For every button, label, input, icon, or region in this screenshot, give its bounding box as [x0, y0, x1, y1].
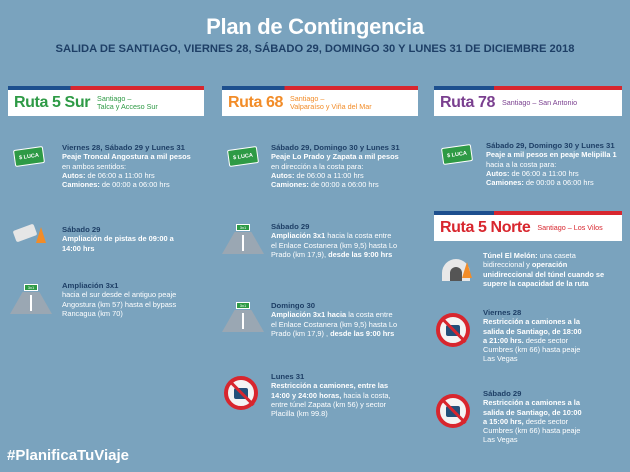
section-heading: Ampliación 3x1: [62, 281, 119, 290]
section-text: Ampliación de pistas de 09:00 a: [62, 234, 174, 244]
section-text: salida de Santiago, de 10:00: [483, 407, 582, 417]
no-trucks-icon: [436, 313, 470, 347]
page-title: Plan de Contingencia: [206, 14, 424, 39]
section-heading: Sábado 29: [62, 225, 101, 234]
section-text: Ampliación 3x1 hacia la costa entre: [271, 310, 393, 320]
c3-fri-section: [483, 308, 582, 364]
section-text: Las Vegas: [483, 435, 518, 445]
c2-toll-section: [271, 143, 400, 189]
section-text: Ampliación 3x1 hacia la costa entre: [271, 231, 392, 241]
section-text: Las Vegas: [483, 354, 518, 364]
section-text: Prado (km 17,9) , desde las 9:00 hrs: [271, 328, 395, 338]
section-text: Camiones: de 00:00 a 06:00 hrs: [271, 180, 379, 190]
section-text: Restricción a camiones a la: [483, 317, 580, 327]
road-icon: [222, 232, 264, 254]
c1-3x1-section: [62, 281, 176, 318]
no-trucks-icon: [224, 376, 258, 410]
section-text: el Enlace Costanera (km 9,5) hasta Lo: [271, 319, 398, 329]
no-trucks-icon: [436, 394, 470, 428]
section-text: Peaje Troncal Angostura a mil pesos: [62, 152, 191, 162]
road-sign-icon: 3x1: [24, 284, 38, 291]
section-text: 14:00 hrs: [62, 243, 95, 253]
section-text: el Enlace Costanera (km 9,5) hasta Lo: [271, 240, 398, 250]
section-text: Túnel El Melón: una caseta: [483, 251, 576, 260]
route-sub-line2: Valparaíso y Viña del Mar: [290, 102, 372, 111]
section-text: Cumbres (km 66) hasta peaje: [483, 426, 581, 436]
section-text: Placilla (km 99.8): [271, 409, 328, 419]
route-sub-line2: Talca y Acceso Sur: [97, 102, 158, 111]
c2-sat-section: [271, 222, 397, 259]
money-icon: $ LUCA: [441, 144, 473, 165]
section-text: unidireccional del túnel cuando se: [483, 269, 605, 279]
section-text: Autos: de 06:00 a 11:00 hrs: [62, 170, 155, 180]
section-text: Autos: de 06:00 a 11:00 hrs: [486, 168, 579, 178]
route-card-78: [434, 86, 622, 116]
megaphone-icon: [13, 224, 38, 243]
cone-icon: [462, 262, 472, 278]
road-sign-icon: 3x1: [236, 224, 250, 231]
money-icon: $ LUCA: [13, 146, 45, 167]
section-text: en dirección a la costa para:: [271, 161, 364, 171]
route-subtitle: [97, 95, 158, 112]
section-text: Cumbres (km 66) hasta peaje: [483, 345, 581, 355]
route-name: Ruta 5 Norte: [440, 219, 531, 236]
c3-toll-section: [486, 141, 617, 187]
money-icon: $ LUCA: [227, 146, 259, 167]
section-text: Peaje a mil pesos en peaje Melipilla 1: [486, 150, 617, 160]
section-text: en ambos sentidos:: [62, 161, 127, 171]
section-heading: Domingo 30: [271, 301, 315, 310]
section-text: a 21:00 hrs. desde sector: [483, 335, 569, 345]
section-text: hacia a la costa para:: [486, 159, 557, 169]
c1-lanes-section: [62, 225, 174, 253]
section-text: Camiones: de 00:00 a 06:00 hrs: [486, 178, 594, 188]
section-text: entre túnel Zapata (km 56) y sector: [271, 399, 387, 409]
c2-sun-section: [271, 301, 397, 338]
section-text: a 15:00 hrs, desde sector: [483, 416, 569, 426]
section-text: supere la capacidad de la ruta: [483, 278, 589, 288]
section-text: 14:00 y 24:00 horas, hacia la costa,: [271, 390, 391, 400]
c1-toll-section: [62, 143, 191, 189]
section-heading: Sábado 29, Domingo 30 y Lunes 31: [271, 143, 400, 152]
route-card-5-norte: [434, 211, 622, 241]
section-text: Peaje Lo Prado y Zapata a mil pesos: [271, 152, 399, 162]
c2-mon-section: [271, 372, 391, 418]
route-subtitle: Santiago – San Antonio: [502, 97, 578, 107]
route-name: Ruta 78: [440, 94, 495, 111]
section-text: Angostura (km 57) hasta el bypass: [62, 299, 177, 309]
route-name: Ruta 68: [228, 94, 283, 111]
section-text: salida de Santiago, de 18:00: [483, 326, 582, 336]
section-text: bidireccional y operación: [483, 260, 568, 270]
section-heading: Sábado 29: [271, 222, 310, 231]
c3-sat-section: [483, 389, 582, 445]
section-text: Prado (km 17,9), desde las 9:00 hrs: [271, 249, 393, 259]
section-text: Camiones: de 00:00 a 06:00 hrs: [62, 180, 170, 190]
section-text: Autos: de 06:00 a 11:00 hrs: [271, 170, 364, 180]
section-text: Rancagua (km 70): [62, 308, 123, 318]
section-heading: Viernes 28, Sábado 29 y Lunes 31: [62, 143, 185, 152]
section-heading: Lunes 31: [271, 372, 305, 381]
road-icon: [10, 292, 52, 314]
page-subtitle: SALIDA DE SANTIAGO, VIERNES 28, SÁBADO 29, DOMINGO 30 Y LUNES 31 DE DICIEMBRE 2018: [55, 43, 575, 55]
section-text: Restricción a camiones a la: [483, 398, 580, 408]
road-sign-icon: 3x1: [236, 302, 250, 309]
hashtag: #PlanificaTuViaje: [7, 447, 129, 464]
route-sub-line1: Santiago –: [97, 93, 132, 103]
section-heading: Viernes 28: [483, 308, 522, 317]
route-card-68: [222, 86, 418, 116]
route-card-5-sur: [8, 86, 204, 116]
cone-icon: [36, 227, 46, 243]
section-heading: Sábado 29, Domingo 30 y Lunes 31: [486, 141, 615, 150]
section-text: hacia el sur desde el antiguo peaje: [62, 290, 177, 300]
road-icon: [222, 310, 264, 332]
section-heading: Sábado 29: [483, 389, 522, 398]
route-name: Ruta 5 Sur: [14, 94, 91, 111]
route-subtitle: [290, 95, 372, 112]
route-subtitle: Santiago – Los Vilos: [537, 222, 603, 232]
c3-tunnel-section: [483, 251, 604, 288]
route-sub-line1: Santiago –: [290, 93, 325, 103]
section-text: Restricción a camiones, entre las: [271, 381, 389, 391]
